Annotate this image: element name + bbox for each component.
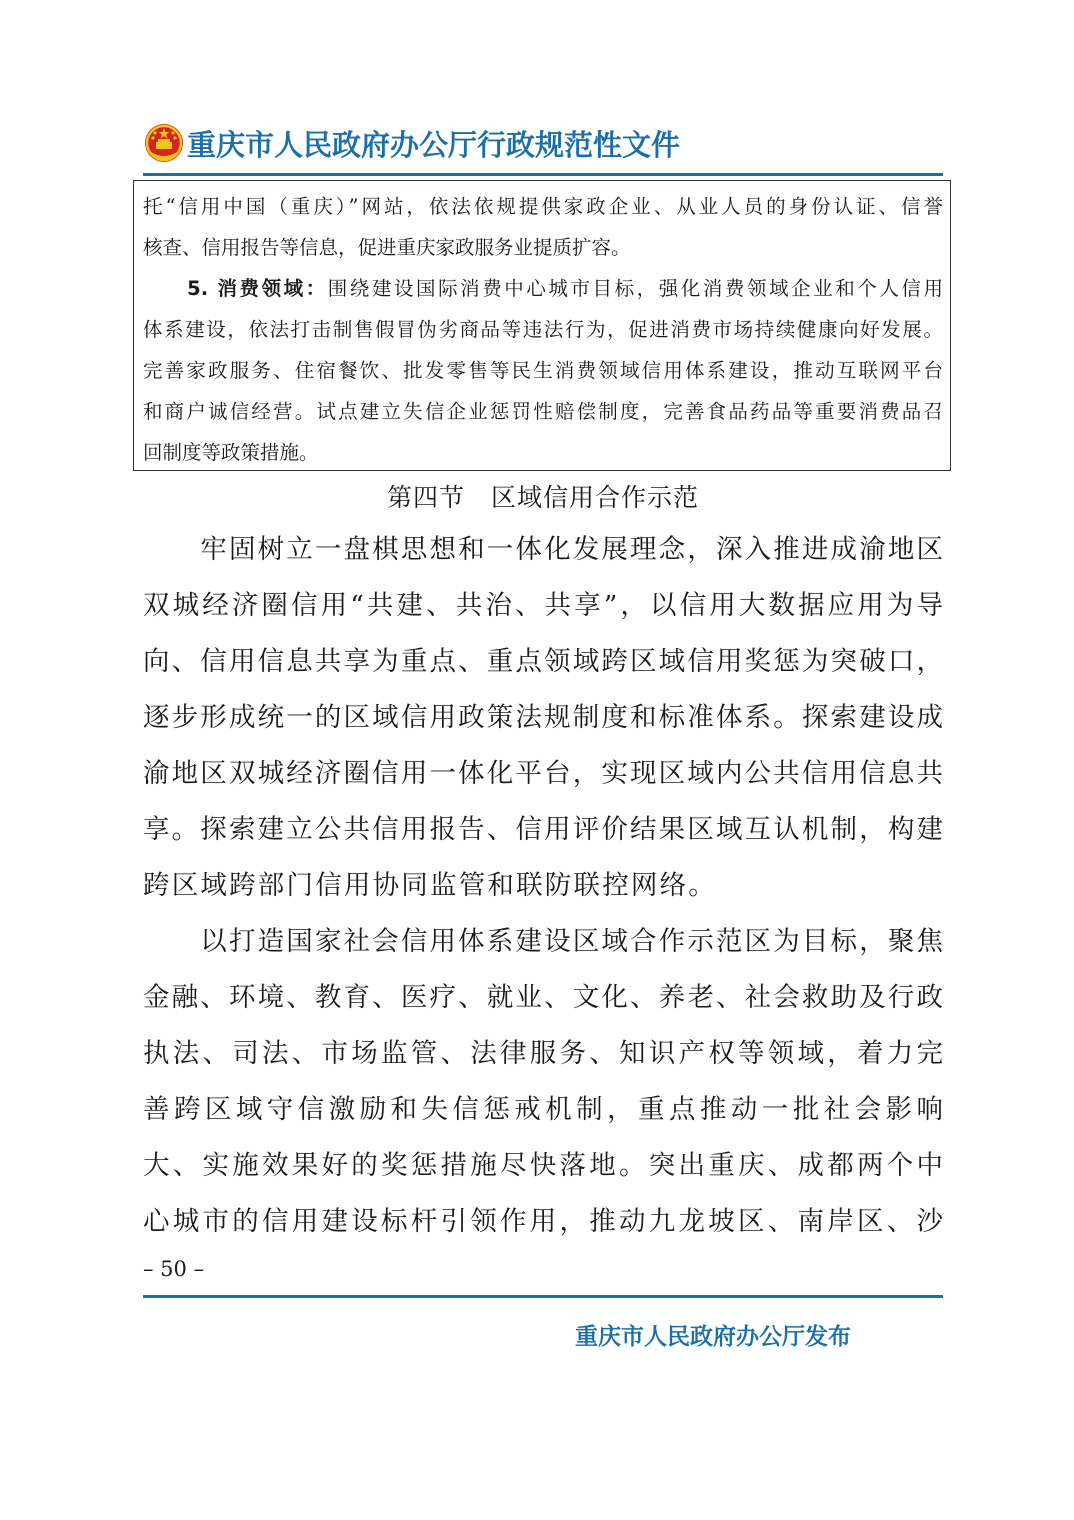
paragraph-line: 逐步形成统一的区域信用政策法规制度和标准体系。探索建设成 — [143, 702, 943, 733]
box-line: 和商户诚信经营。试点建立失信企业惩罚性赔偿制度，完善食品药品等重要消费品召 — [143, 400, 943, 423]
paragraph-line: 向、信用信息共享为重点、重点领域跨区域信用奖惩为突破口， — [143, 646, 943, 677]
paragraph-line: 金融、环境、教育、医疗、就业、文化、养老、社会救助及行政 — [143, 982, 943, 1013]
box-text — [143, 186, 943, 473]
box-line: 完善家政服务、住宿餐饮、批发零售等民生消费领域信用体系建设，推动互联网平台 — [143, 359, 943, 382]
footer-divider — [143, 1295, 943, 1298]
item-5-label: 5. 消费领域： — [187, 277, 328, 300]
document-header — [143, 118, 943, 168]
paragraph-line: 双城经济圈信用“共建、共治、共享”，以信用大数据应用为导 — [143, 590, 943, 621]
header-divider — [143, 173, 943, 176]
paragraph-line: 渝地区双城经济圈信用一体化平台，实现区域内公共信用信息共 — [143, 758, 943, 789]
section-title: 第四节 区域信用合作示范 — [386, 483, 699, 512]
page-number: – 50 – — [143, 1257, 205, 1281]
paragraph-line: 牢固树立一盘棋思想和一体化发展理念，深入推进成渝地区 — [143, 534, 943, 565]
header-title: 重庆市人民政府办公厅行政规范性文件 — [187, 127, 681, 162]
paragraph-line: 执法、司法、市场监管、法律服务、知识产权等领域，着力完 — [143, 1038, 943, 1069]
box-line: 托“信用中国（重庆）”网站，依法依规提供家政企业、从业人员的身份认证、信誉 — [143, 195, 943, 218]
footer-publisher: 重庆市人民政府办公厅发布 — [575, 1324, 851, 1350]
box-line: 核查、信用报告等信息，促进重庆家政服务业提质扩容。 — [143, 236, 631, 259]
box-line: 体系建设，依法打击制售假冒伪劣商品等违法行为，促进消费市场持续健康向好发展。 — [143, 318, 943, 341]
paragraph-line: 享。探索建立公共信用报告、信用评价结果区域互认机制，构建 — [143, 814, 943, 845]
national-emblem-icon — [143, 122, 185, 164]
paragraph-line: 心城市的信用建设标杆引领作用，推动九龙坡区、南岸区、沙 — [143, 1206, 943, 1237]
paragraph-line: 善跨区域守信激励和失信惩戒机制，重点推动一批社会影响 — [143, 1094, 943, 1125]
paragraph-line: 以打造国家社会信用体系建设区域合作示范区为目标，聚焦 — [143, 926, 943, 957]
box-item-5-first-line — [143, 268, 943, 309]
paragraph-line: 大、实施效果好的奖惩措施尽快落地。突出重庆、成都两个中 — [143, 1150, 943, 1181]
item-5-text: 围绕建设国际消费中心城市目标，强化消费领域企业和个人信用 — [327, 277, 943, 300]
paragraph-line: 跨区域跨部门信用协同监管和联防联控网络。 — [143, 870, 717, 901]
box-line: 回制度等政策措施。 — [143, 441, 319, 464]
